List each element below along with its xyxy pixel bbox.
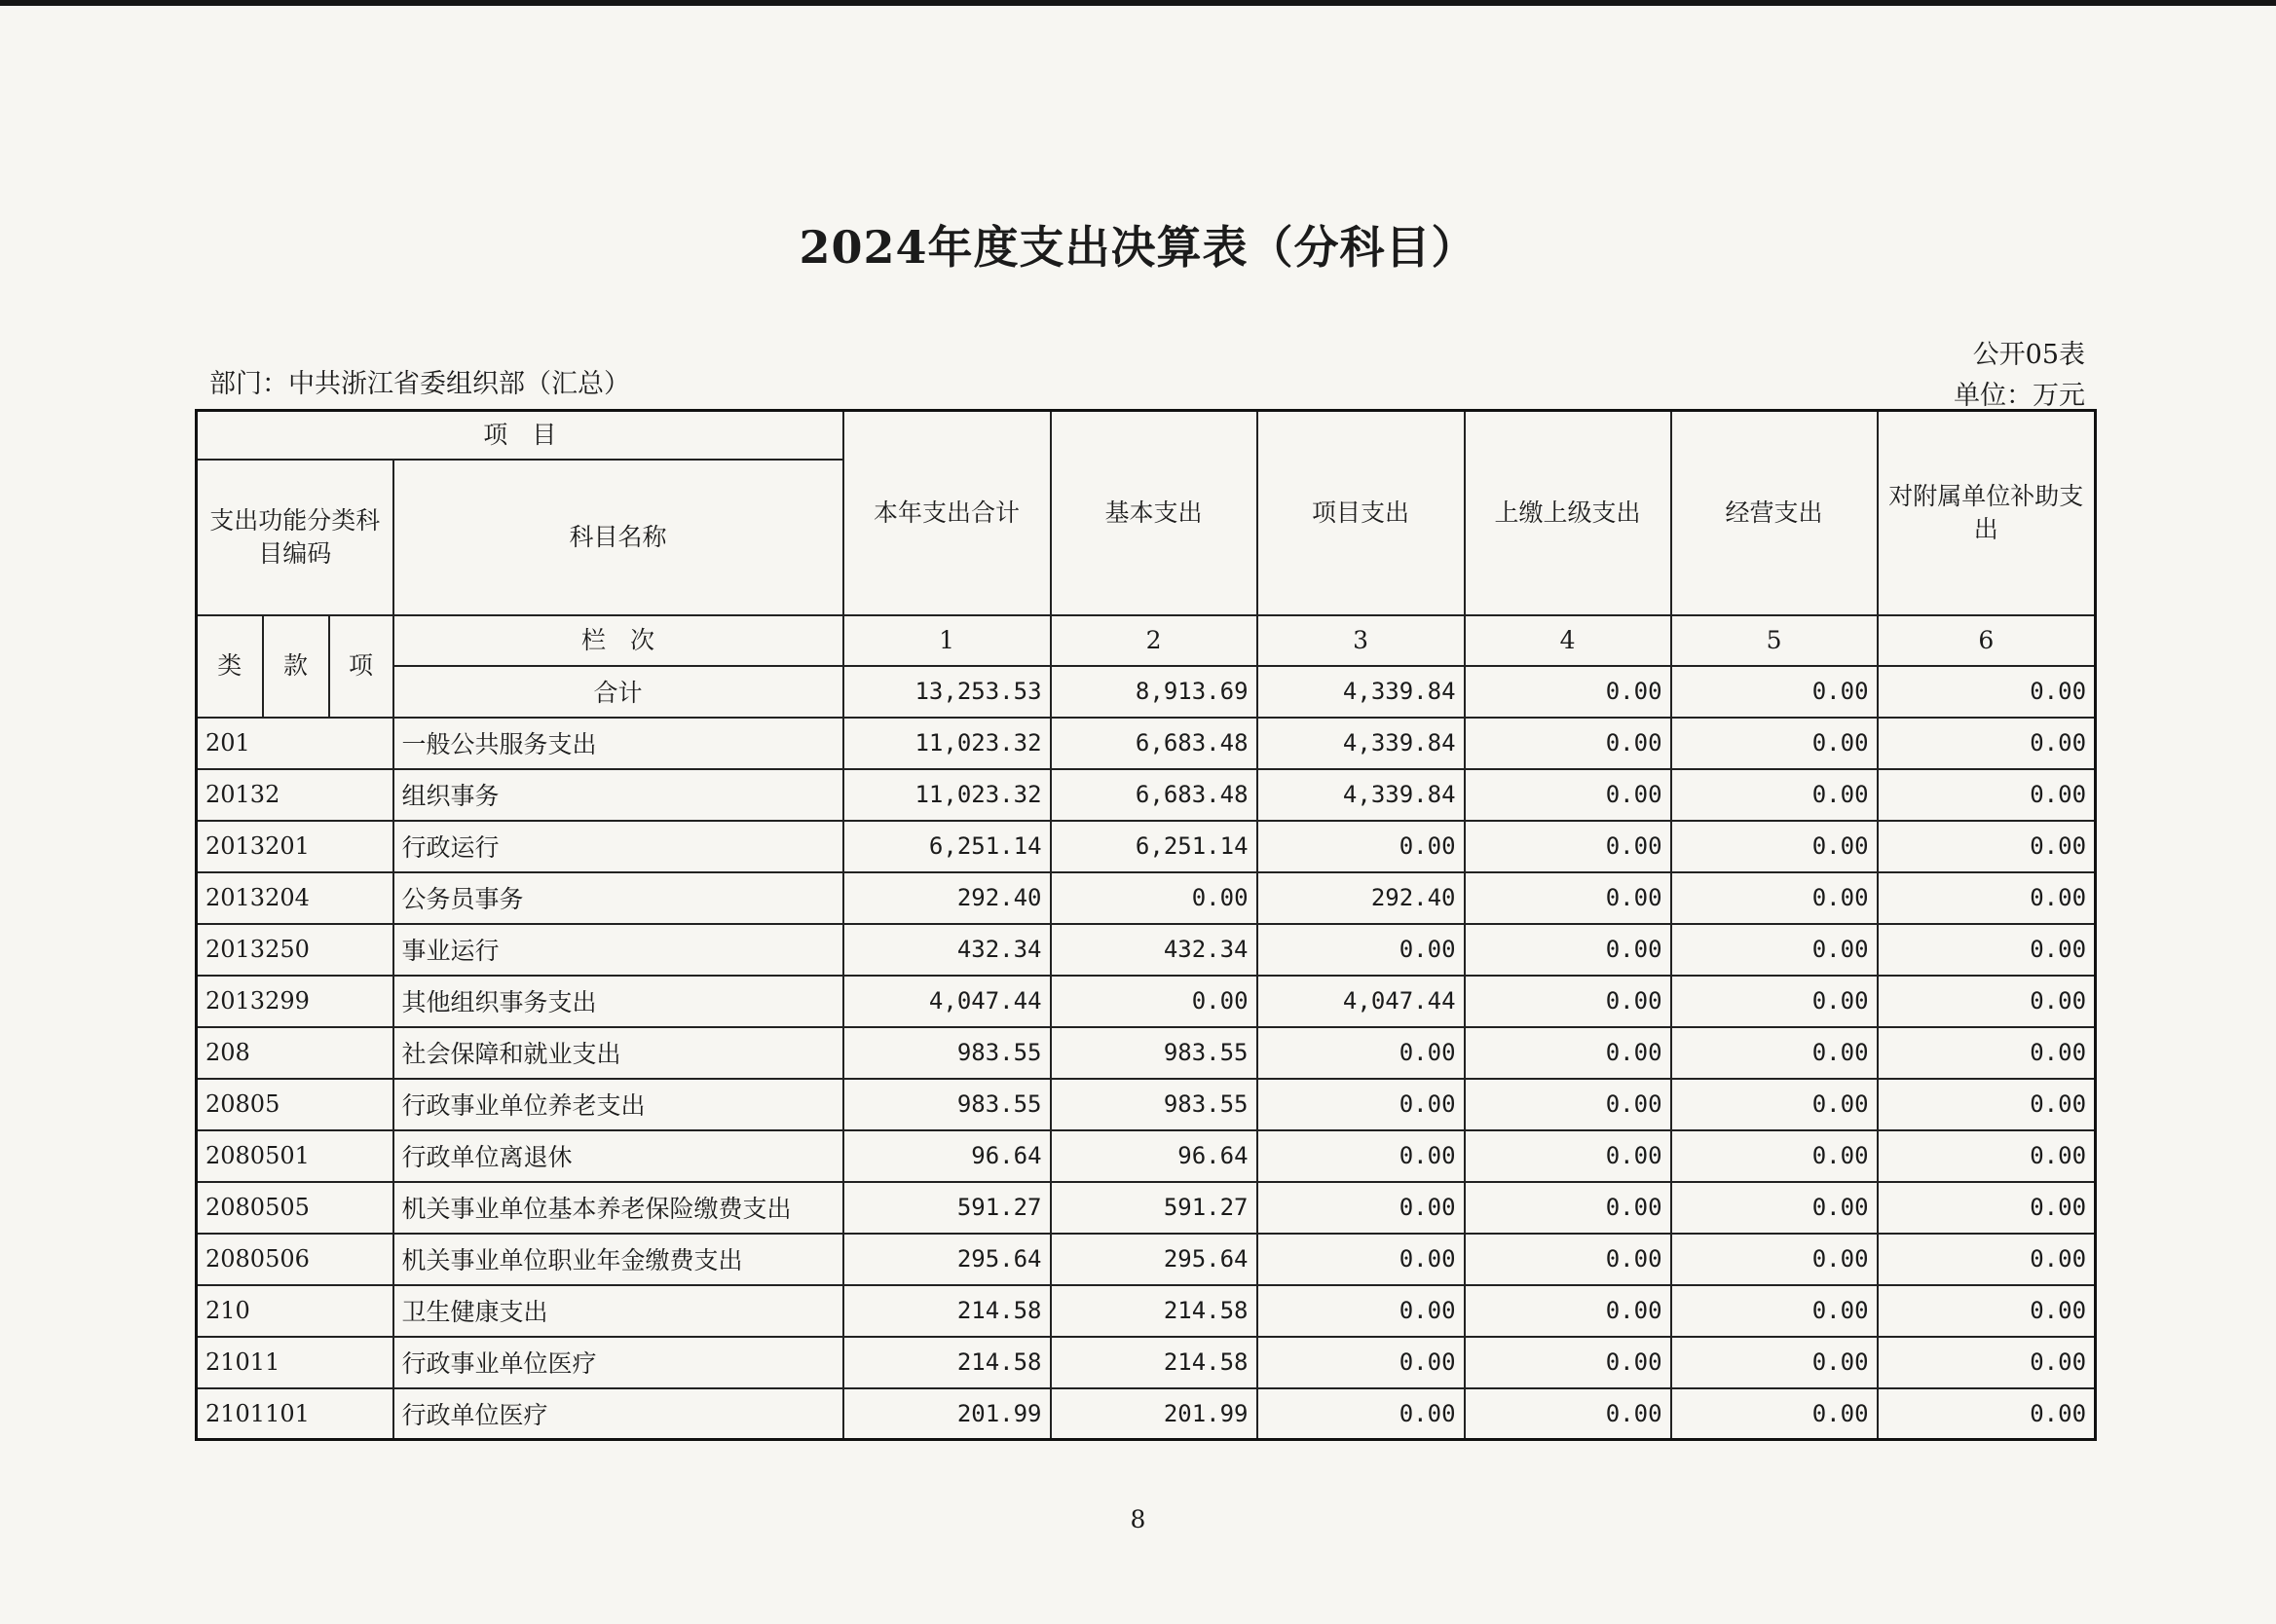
- table-row: [197, 769, 2096, 821]
- value-cell: 0.00: [1671, 821, 1878, 872]
- value-cell: 6,683.48: [1051, 718, 1257, 769]
- value-cell: 0.00: [1257, 1234, 1465, 1285]
- value-cell: 0.00: [1465, 1027, 1671, 1079]
- value-cell: 432.34: [843, 924, 1051, 976]
- subject-code: 208: [197, 1027, 393, 1079]
- form-number: 公开05表: [1972, 340, 2085, 370]
- value-cell: 0.00: [1671, 1388, 1878, 1440]
- value-cell: 983.55: [843, 1027, 1051, 1079]
- total-value: 4,339.84: [1257, 666, 1465, 718]
- value-cell: 0.00: [1878, 821, 2096, 872]
- value-cell: 0.00: [1257, 1027, 1465, 1079]
- value-cell: 0.00: [1671, 1182, 1878, 1234]
- value-cell: 0.00: [1257, 1337, 1465, 1388]
- value-cell: 11,023.32: [843, 718, 1051, 769]
- value-cell: 591.27: [843, 1182, 1051, 1234]
- value-cell: 591.27: [1051, 1182, 1257, 1234]
- value-cell: 0.00: [1878, 1182, 2096, 1234]
- value-cell: 0.00: [1878, 1027, 2096, 1079]
- total-value: 0.00: [1671, 666, 1878, 718]
- subject-name: 一般公共服务支出: [393, 718, 843, 769]
- total-value: 13,253.53: [843, 666, 1051, 718]
- scan-top-edge: [0, 0, 2276, 6]
- value-cell: 11,023.32: [843, 769, 1051, 821]
- subject-name: 行政单位离退休: [393, 1130, 843, 1182]
- value-cell: 0.00: [1671, 1337, 1878, 1388]
- subject-code: 210: [197, 1285, 393, 1337]
- subject-name: 组织事务: [393, 769, 843, 821]
- table-row: [197, 872, 2096, 924]
- value-cell: 0.00: [1257, 1388, 1465, 1440]
- header-function-code: 支出功能分类科目编码: [197, 460, 393, 615]
- subject-code: 2080501: [197, 1130, 393, 1182]
- value-cell: 0.00: [1051, 872, 1257, 924]
- subject-name: 行政事业单位医疗: [393, 1337, 843, 1388]
- value-cell: 0.00: [1257, 1079, 1465, 1130]
- header-subsidy-affiliates: 对附属单位补助支出: [1878, 411, 2096, 615]
- subject-name: 其他组织事务支出: [393, 976, 843, 1027]
- header-lei: 类: [197, 615, 263, 718]
- value-cell: 0.00: [1878, 1388, 2096, 1440]
- value-cell: 0.00: [1465, 1130, 1671, 1182]
- subject-name: 行政事业单位养老支出: [393, 1079, 843, 1130]
- value-cell: 96.64: [1051, 1130, 1257, 1182]
- column-number-1: 1: [843, 615, 1051, 666]
- value-cell: 0.00: [1465, 718, 1671, 769]
- subject-name: 机关事业单位职业年金缴费支出: [393, 1234, 843, 1285]
- subject-name: 行政运行: [393, 821, 843, 872]
- value-cell: 292.40: [1257, 872, 1465, 924]
- value-cell: 0.00: [1878, 1337, 2096, 1388]
- table-row: [197, 924, 2096, 976]
- value-cell: 0.00: [1878, 1234, 2096, 1285]
- subject-code: 2080505: [197, 1182, 393, 1234]
- table-row: [197, 1130, 2096, 1182]
- table-row: [197, 1027, 2096, 1079]
- value-cell: 214.58: [1051, 1285, 1257, 1337]
- value-cell: 983.55: [843, 1079, 1051, 1130]
- column-number-4: 4: [1465, 615, 1671, 666]
- value-cell: 4,047.44: [843, 976, 1051, 1027]
- subject-code: 20805: [197, 1079, 393, 1130]
- value-cell: 295.64: [1051, 1234, 1257, 1285]
- value-cell: 0.00: [1878, 976, 2096, 1027]
- subject-code: 21011: [197, 1337, 393, 1388]
- subject-code: 2080506: [197, 1234, 393, 1285]
- value-cell: 0.00: [1878, 1285, 2096, 1337]
- header-operating-expenditure: 经营支出: [1671, 411, 1878, 615]
- value-cell: 432.34: [1051, 924, 1257, 976]
- value-cell: 201.99: [843, 1388, 1051, 1440]
- value-cell: 292.40: [843, 872, 1051, 924]
- value-cell: 0.00: [1465, 976, 1671, 1027]
- value-cell: 0.00: [1257, 1285, 1465, 1337]
- value-cell: 0.00: [1671, 1234, 1878, 1285]
- value-cell: 0.00: [1465, 872, 1671, 924]
- subject-code: 20132: [197, 769, 393, 821]
- value-cell: 0.00: [1671, 976, 1878, 1027]
- value-cell: 214.58: [1051, 1337, 1257, 1388]
- subject-code: 2013201: [197, 821, 393, 872]
- value-cell: 4,339.84: [1257, 769, 1465, 821]
- subject-name: 机关事业单位基本养老保险缴费支出: [393, 1182, 843, 1234]
- header-basic-expenditure: 基本支出: [1051, 411, 1257, 615]
- value-cell: 0.00: [1671, 718, 1878, 769]
- value-cell: 0.00: [1051, 976, 1257, 1027]
- total-row: [197, 666, 2096, 718]
- header-item: 项 目: [197, 411, 843, 460]
- value-cell: 0.00: [1878, 1130, 2096, 1182]
- value-cell: 0.00: [1878, 718, 2096, 769]
- table-row: [197, 718, 2096, 769]
- subject-name: 行政单位医疗: [393, 1388, 843, 1440]
- table-row: [197, 1182, 2096, 1234]
- subject-code: 2013299: [197, 976, 393, 1027]
- department-label: 部门：中共浙江省委组织部（汇总）: [209, 369, 630, 399]
- subject-name: 卫生健康支出: [393, 1285, 843, 1337]
- header-xiang: 项: [329, 615, 393, 718]
- value-cell: 6,683.48: [1051, 769, 1257, 821]
- subject-code: 2101101: [197, 1388, 393, 1440]
- value-cell: 0.00: [1465, 1388, 1671, 1440]
- value-cell: 0.00: [1465, 821, 1671, 872]
- value-cell: 4,339.84: [1257, 718, 1465, 769]
- subject-name: 事业运行: [393, 924, 843, 976]
- value-cell: 0.00: [1878, 924, 2096, 976]
- header-column-order: 栏 次: [393, 615, 843, 666]
- table-row: [197, 821, 2096, 872]
- header-project-expenditure: 项目支出: [1257, 411, 1465, 615]
- value-cell: 0.00: [1257, 821, 1465, 872]
- value-cell: 0.00: [1465, 924, 1671, 976]
- header-remit-upper: 上缴上级支出: [1465, 411, 1671, 615]
- value-cell: 983.55: [1051, 1027, 1257, 1079]
- value-cell: 983.55: [1051, 1079, 1257, 1130]
- subject-name: 社会保障和就业支出: [393, 1027, 843, 1079]
- total-value: 0.00: [1878, 666, 2096, 718]
- value-cell: 0.00: [1671, 872, 1878, 924]
- value-cell: 214.58: [843, 1285, 1051, 1337]
- table-row: [197, 1388, 2096, 1440]
- column-number-3: 3: [1257, 615, 1465, 666]
- table-row: [197, 1285, 2096, 1337]
- table-row: [197, 1234, 2096, 1285]
- value-cell: 0.00: [1671, 1027, 1878, 1079]
- page-title: 2024年度支出决算表（分科目）: [799, 221, 1477, 274]
- table-row: [197, 1079, 2096, 1130]
- value-cell: 0.00: [1465, 1285, 1671, 1337]
- value-cell: 0.00: [1465, 1079, 1671, 1130]
- value-cell: 0.00: [1465, 769, 1671, 821]
- value-cell: 4,047.44: [1257, 976, 1465, 1027]
- value-cell: 0.00: [1465, 1182, 1671, 1234]
- total-value: 8,913.69: [1051, 666, 1257, 718]
- value-cell: 0.00: [1671, 924, 1878, 976]
- total-label: 合计: [393, 666, 843, 718]
- table-row: [197, 1337, 2096, 1388]
- header-subject-name: 科目名称: [393, 460, 843, 615]
- value-cell: 0.00: [1465, 1337, 1671, 1388]
- unit-label: 单位：万元: [1954, 381, 2085, 411]
- subject-code: 2013204: [197, 872, 393, 924]
- value-cell: 0.00: [1878, 769, 2096, 821]
- value-cell: 0.00: [1257, 924, 1465, 976]
- value-cell: 201.99: [1051, 1388, 1257, 1440]
- value-cell: 295.64: [843, 1234, 1051, 1285]
- value-cell: 6,251.14: [843, 821, 1051, 872]
- total-value: 0.00: [1465, 666, 1671, 718]
- value-cell: 214.58: [843, 1337, 1051, 1388]
- value-cell: 0.00: [1671, 1285, 1878, 1337]
- value-cell: 0.00: [1465, 1234, 1671, 1285]
- subject-code: 2013250: [197, 924, 393, 976]
- column-number-5: 5: [1671, 615, 1878, 666]
- column-number-2: 2: [1051, 615, 1257, 666]
- subject-code: 201: [197, 718, 393, 769]
- value-cell: 0.00: [1671, 769, 1878, 821]
- table-row: [197, 976, 2096, 1027]
- value-cell: 96.64: [843, 1130, 1051, 1182]
- value-cell: 0.00: [1257, 1130, 1465, 1182]
- expenditure-table: [195, 409, 2097, 1441]
- value-cell: 0.00: [1671, 1079, 1878, 1130]
- subject-name: 公务员事务: [393, 872, 843, 924]
- column-number-6: 6: [1878, 615, 2096, 666]
- value-cell: 0.00: [1878, 872, 2096, 924]
- value-cell: 0.00: [1257, 1182, 1465, 1234]
- value-cell: 0.00: [1671, 1130, 1878, 1182]
- value-cell: 6,251.14: [1051, 821, 1257, 872]
- header-kuan: 款: [263, 615, 329, 718]
- value-cell: 0.00: [1878, 1079, 2096, 1130]
- page-number: 8: [1130, 1505, 1146, 1533]
- header-total-expenditure: 本年支出合计: [843, 411, 1051, 615]
